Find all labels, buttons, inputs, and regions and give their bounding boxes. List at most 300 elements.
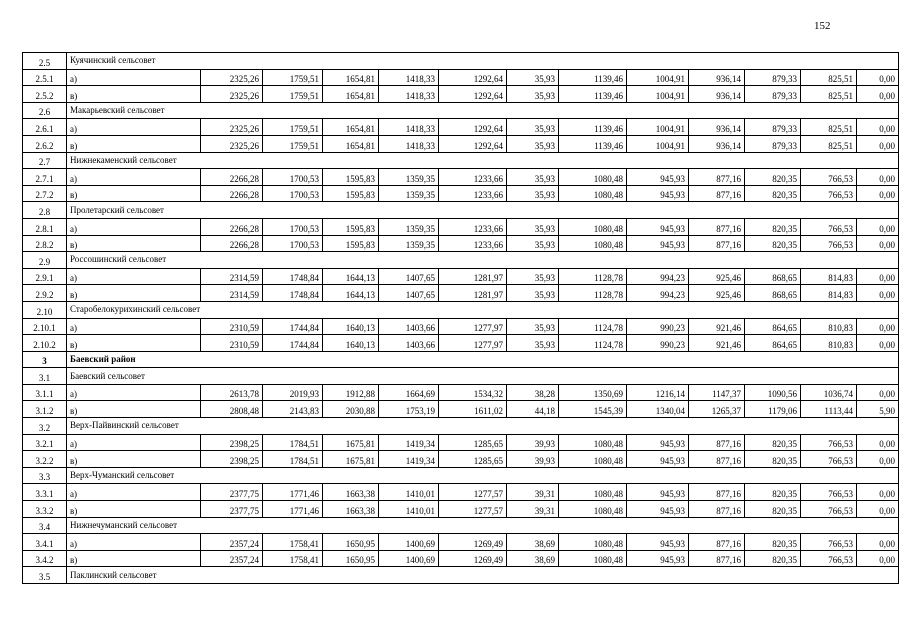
value-cell: 1748,84 xyxy=(263,268,323,285)
table-row xyxy=(23,335,899,352)
value-cell: 820,35 xyxy=(745,534,801,551)
row-code: 3.2.1 xyxy=(23,434,67,451)
row-code: 2.9.2 xyxy=(23,285,67,302)
value-cell: 936,14 xyxy=(689,119,745,136)
value-cell: 35,93 xyxy=(507,268,559,285)
row-label: а) xyxy=(67,534,201,551)
value-cell: 825,51 xyxy=(801,119,857,136)
value-cell: 2377,75 xyxy=(201,501,263,518)
section-row xyxy=(23,418,899,435)
value-cell: 2325,26 xyxy=(201,86,263,103)
value-cell: 2398,25 xyxy=(201,434,263,451)
table-row xyxy=(23,384,899,401)
value-cell: 766,53 xyxy=(801,218,857,235)
value-cell: 766,53 xyxy=(801,550,857,567)
tariff-table xyxy=(22,52,899,584)
section-row xyxy=(23,567,899,584)
table-row xyxy=(23,434,899,451)
value-cell: 766,53 xyxy=(801,484,857,501)
value-cell: 2357,24 xyxy=(201,550,263,567)
value-cell: 39,31 xyxy=(507,501,559,518)
section-row xyxy=(23,102,899,119)
value-cell: 766,53 xyxy=(801,434,857,451)
district-row xyxy=(23,351,899,368)
value-cell: 1281,97 xyxy=(439,285,507,302)
table-row xyxy=(23,119,899,136)
value-cell: 38,28 xyxy=(507,384,559,401)
row-code: 2.6.2 xyxy=(23,135,67,152)
row-code: 2.9 xyxy=(23,252,67,269)
value-cell: 1340,04 xyxy=(627,401,689,418)
value-cell: 879,33 xyxy=(745,119,801,136)
value-cell: 1675,81 xyxy=(323,434,379,451)
value-cell: 0,00 xyxy=(857,185,899,202)
value-cell: 1644,13 xyxy=(323,268,379,285)
table-body xyxy=(23,53,899,584)
value-cell: 1654,81 xyxy=(323,119,379,136)
value-cell: 35,93 xyxy=(507,169,559,186)
value-cell: 1664,69 xyxy=(379,384,439,401)
value-cell: 2143,83 xyxy=(263,401,323,418)
value-cell: 936,14 xyxy=(689,86,745,103)
value-cell: 864,65 xyxy=(745,335,801,352)
row-code: 3.3.2 xyxy=(23,501,67,518)
value-cell: 990,23 xyxy=(627,335,689,352)
value-cell: 1912,88 xyxy=(323,384,379,401)
value-cell: 38,69 xyxy=(507,550,559,567)
value-cell: 2357,24 xyxy=(201,534,263,551)
value-cell: 1595,83 xyxy=(323,235,379,252)
value-cell: 2377,75 xyxy=(201,484,263,501)
value-cell: 2314,59 xyxy=(201,285,263,302)
value-cell: 39,31 xyxy=(507,484,559,501)
section-title: Верх-Чуманский сельсовет xyxy=(67,467,899,484)
table-row xyxy=(23,169,899,186)
table-row xyxy=(23,268,899,285)
value-cell: 994,23 xyxy=(627,285,689,302)
value-cell: 810,83 xyxy=(801,318,857,335)
section-title: Паклинский сельсовет xyxy=(67,567,899,584)
value-cell: 1128,78 xyxy=(559,285,627,302)
value-cell: 1277,97 xyxy=(439,335,507,352)
value-cell: 1545,39 xyxy=(559,401,627,418)
value-cell: 879,33 xyxy=(745,69,801,86)
value-cell: 1080,48 xyxy=(559,169,627,186)
row-code: 2.10.2 xyxy=(23,335,67,352)
section-title: Баевский сельсовет xyxy=(67,368,899,385)
value-cell: 35,93 xyxy=(507,86,559,103)
value-cell: 877,16 xyxy=(689,434,745,451)
section-title: Макарьевский сельсовет xyxy=(67,102,899,119)
row-code: 2.6 xyxy=(23,102,67,119)
section-title: Куячинский сельсовет xyxy=(67,53,899,70)
value-cell: 1611,02 xyxy=(439,401,507,418)
row-code: 2.7 xyxy=(23,152,67,169)
value-cell: 820,35 xyxy=(745,235,801,252)
value-cell: 820,35 xyxy=(745,550,801,567)
value-cell: 1700,53 xyxy=(263,235,323,252)
value-cell: 1080,48 xyxy=(559,484,627,501)
value-cell: 1700,53 xyxy=(263,169,323,186)
value-cell: 879,33 xyxy=(745,86,801,103)
value-cell: 1418,33 xyxy=(379,86,439,103)
section-row xyxy=(23,53,899,70)
value-cell: 868,65 xyxy=(745,285,801,302)
value-cell: 990,23 xyxy=(627,318,689,335)
row-code: 2.5.1 xyxy=(23,69,67,86)
row-code: 2.7.2 xyxy=(23,185,67,202)
value-cell: 1744,84 xyxy=(263,335,323,352)
value-cell: 1113,44 xyxy=(801,401,857,418)
value-cell: 1216,14 xyxy=(627,384,689,401)
value-cell: 868,65 xyxy=(745,268,801,285)
value-cell: 814,83 xyxy=(801,268,857,285)
value-cell: 1179,06 xyxy=(745,401,801,418)
value-cell: 877,16 xyxy=(689,235,745,252)
value-cell: 0,00 xyxy=(857,484,899,501)
row-label: а) xyxy=(67,434,201,451)
value-cell: 0,00 xyxy=(857,119,899,136)
value-cell: 877,16 xyxy=(689,169,745,186)
value-cell: 35,93 xyxy=(507,285,559,302)
value-cell: 1080,48 xyxy=(559,534,627,551)
value-cell: 1285,65 xyxy=(439,434,507,451)
section-row xyxy=(23,252,899,269)
value-cell: 1292,64 xyxy=(439,86,507,103)
row-code: 3.4 xyxy=(23,517,67,534)
value-cell: 0,00 xyxy=(857,135,899,152)
value-cell: 766,53 xyxy=(801,534,857,551)
section-row xyxy=(23,517,899,534)
value-cell: 0,00 xyxy=(857,268,899,285)
row-label: в) xyxy=(67,451,201,468)
value-cell: 921,46 xyxy=(689,318,745,335)
row-code: 2.5 xyxy=(23,53,67,70)
value-cell: 1004,91 xyxy=(627,119,689,136)
value-cell: 1419,34 xyxy=(379,451,439,468)
value-cell: 0,00 xyxy=(857,169,899,186)
value-cell: 0,00 xyxy=(857,550,899,567)
value-cell: 766,53 xyxy=(801,185,857,202)
value-cell: 1269,49 xyxy=(439,550,507,567)
value-cell: 825,51 xyxy=(801,69,857,86)
value-cell: 1124,78 xyxy=(559,318,627,335)
row-label: в) xyxy=(67,185,201,202)
value-cell: 1534,32 xyxy=(439,384,507,401)
value-cell: 945,93 xyxy=(627,169,689,186)
value-cell: 936,14 xyxy=(689,69,745,86)
value-cell: 1080,48 xyxy=(559,235,627,252)
value-cell: 1269,49 xyxy=(439,534,507,551)
row-code: 3.1.2 xyxy=(23,401,67,418)
value-cell: 1418,33 xyxy=(379,135,439,152)
value-cell: 2266,28 xyxy=(201,169,263,186)
value-cell: 1663,38 xyxy=(323,484,379,501)
value-cell: 820,35 xyxy=(745,451,801,468)
table-row xyxy=(23,451,899,468)
value-cell: 1759,51 xyxy=(263,69,323,86)
value-cell: 1650,95 xyxy=(323,550,379,567)
value-cell: 820,35 xyxy=(745,169,801,186)
value-cell: 945,93 xyxy=(627,534,689,551)
value-cell: 2310,59 xyxy=(201,335,263,352)
row-label: а) xyxy=(67,384,201,401)
row-code: 3.2 xyxy=(23,418,67,435)
value-cell: 1650,95 xyxy=(323,534,379,551)
section-row xyxy=(23,301,899,318)
row-label: в) xyxy=(67,135,201,152)
row-label: а) xyxy=(67,218,201,235)
row-code: 3 xyxy=(23,351,67,368)
value-cell: 1277,57 xyxy=(439,484,507,501)
table-row xyxy=(23,501,899,518)
value-cell: 0,00 xyxy=(857,218,899,235)
value-cell: 766,53 xyxy=(801,235,857,252)
value-cell: 2808,48 xyxy=(201,401,263,418)
value-cell: 877,16 xyxy=(689,218,745,235)
value-cell: 936,14 xyxy=(689,135,745,152)
row-label: в) xyxy=(67,335,201,352)
value-cell: 810,83 xyxy=(801,335,857,352)
value-cell: 1139,46 xyxy=(559,86,627,103)
value-cell: 1233,66 xyxy=(439,169,507,186)
value-cell: 1758,41 xyxy=(263,534,323,551)
value-cell: 1233,66 xyxy=(439,235,507,252)
value-cell: 35,93 xyxy=(507,119,559,136)
value-cell: 1080,48 xyxy=(559,434,627,451)
value-cell: 1359,35 xyxy=(379,185,439,202)
row-code: 2.8.2 xyxy=(23,235,67,252)
value-cell: 0,00 xyxy=(857,501,899,518)
value-cell: 820,35 xyxy=(745,434,801,451)
value-cell: 1654,81 xyxy=(323,69,379,86)
row-label: в) xyxy=(67,235,201,252)
value-cell: 1090,56 xyxy=(745,384,801,401)
table-row xyxy=(23,218,899,235)
row-label: в) xyxy=(67,285,201,302)
row-code: 3.1 xyxy=(23,368,67,385)
value-cell: 1004,91 xyxy=(627,135,689,152)
value-cell: 814,83 xyxy=(801,285,857,302)
row-code: 2.8.1 xyxy=(23,218,67,235)
value-cell: 1292,64 xyxy=(439,69,507,86)
value-cell: 0,00 xyxy=(857,534,899,551)
value-cell: 1080,48 xyxy=(559,550,627,567)
value-cell: 0,00 xyxy=(857,285,899,302)
value-cell: 0,00 xyxy=(857,434,899,451)
value-cell: 1640,13 xyxy=(323,318,379,335)
table-row xyxy=(23,550,899,567)
value-cell: 1004,91 xyxy=(627,69,689,86)
value-cell: 925,46 xyxy=(689,285,745,302)
value-cell: 0,00 xyxy=(857,335,899,352)
value-cell: 925,46 xyxy=(689,268,745,285)
value-cell: 1403,66 xyxy=(379,318,439,335)
value-cell: 2266,28 xyxy=(201,235,263,252)
value-cell: 820,35 xyxy=(745,185,801,202)
value-cell: 1359,35 xyxy=(379,218,439,235)
value-cell: 0,00 xyxy=(857,451,899,468)
value-cell: 945,93 xyxy=(627,235,689,252)
value-cell: 1004,91 xyxy=(627,86,689,103)
row-code: 3.3.1 xyxy=(23,484,67,501)
value-cell: 864,65 xyxy=(745,318,801,335)
value-cell: 35,93 xyxy=(507,335,559,352)
value-cell: 39,93 xyxy=(507,451,559,468)
value-cell: 1640,13 xyxy=(323,335,379,352)
row-label: а) xyxy=(67,169,201,186)
value-cell: 0,00 xyxy=(857,86,899,103)
value-cell: 1285,65 xyxy=(439,451,507,468)
value-cell: 2613,78 xyxy=(201,384,263,401)
value-cell: 820,35 xyxy=(745,501,801,518)
value-cell: 1663,38 xyxy=(323,501,379,518)
table-row xyxy=(23,86,899,103)
row-code: 3.4.1 xyxy=(23,534,67,551)
value-cell: 44,18 xyxy=(507,401,559,418)
row-code: 2.6.1 xyxy=(23,119,67,136)
section-title: Россошинский сельсовет xyxy=(67,252,899,269)
value-cell: 1400,69 xyxy=(379,534,439,551)
value-cell: 0,00 xyxy=(857,318,899,335)
value-cell: 1080,48 xyxy=(559,451,627,468)
value-cell: 1139,46 xyxy=(559,69,627,86)
value-cell: 1359,35 xyxy=(379,169,439,186)
table-row xyxy=(23,484,899,501)
value-cell: 1407,65 xyxy=(379,285,439,302)
value-cell: 1675,81 xyxy=(323,451,379,468)
value-cell: 1748,84 xyxy=(263,285,323,302)
value-cell: 1407,65 xyxy=(379,268,439,285)
section-title: Нижнечуманский сельсовет xyxy=(67,517,899,534)
value-cell: 2019,93 xyxy=(263,384,323,401)
row-code: 2.8 xyxy=(23,202,67,219)
section-title: Старобелокурихинский сельсовет xyxy=(67,301,899,318)
row-code: 2.10 xyxy=(23,301,67,318)
value-cell: 2266,28 xyxy=(201,185,263,202)
value-cell: 2310,59 xyxy=(201,318,263,335)
value-cell: 1784,51 xyxy=(263,451,323,468)
value-cell: 1080,48 xyxy=(559,185,627,202)
row-code: 3.5 xyxy=(23,567,67,584)
value-cell: 1700,53 xyxy=(263,218,323,235)
section-row xyxy=(23,368,899,385)
section-row xyxy=(23,152,899,169)
value-cell: 1292,64 xyxy=(439,135,507,152)
value-cell: 2325,26 xyxy=(201,119,263,136)
value-cell: 2314,59 xyxy=(201,268,263,285)
section-title: Верх-Пайвинский сельсовет xyxy=(67,418,899,435)
value-cell: 877,16 xyxy=(689,484,745,501)
value-cell: 994,23 xyxy=(627,268,689,285)
value-cell: 1359,35 xyxy=(379,235,439,252)
value-cell: 1036,74 xyxy=(801,384,857,401)
value-cell: 35,93 xyxy=(507,135,559,152)
value-cell: 1700,53 xyxy=(263,185,323,202)
value-cell: 1753,19 xyxy=(379,401,439,418)
value-cell: 35,93 xyxy=(507,235,559,252)
value-cell: 766,53 xyxy=(801,169,857,186)
section-row xyxy=(23,202,899,219)
value-cell: 38,69 xyxy=(507,534,559,551)
value-cell: 1277,97 xyxy=(439,318,507,335)
page-number: 152 xyxy=(814,20,831,32)
row-label: в) xyxy=(67,550,201,567)
value-cell: 1410,01 xyxy=(379,501,439,518)
row-code: 3.2.2 xyxy=(23,451,67,468)
value-cell: 1350,69 xyxy=(559,384,627,401)
value-cell: 766,53 xyxy=(801,451,857,468)
value-cell: 1759,51 xyxy=(263,86,323,103)
value-cell: 1759,51 xyxy=(263,119,323,136)
row-code: 2.5.2 xyxy=(23,86,67,103)
table-row xyxy=(23,69,899,86)
value-cell: 1400,69 xyxy=(379,550,439,567)
value-cell: 35,93 xyxy=(507,318,559,335)
section-title: Пролетарский сельсовет xyxy=(67,202,899,219)
value-cell: 766,53 xyxy=(801,501,857,518)
table-row xyxy=(23,135,899,152)
value-cell: 1124,78 xyxy=(559,335,627,352)
value-cell: 1418,33 xyxy=(379,119,439,136)
row-code: 2.10.1 xyxy=(23,318,67,335)
value-cell: 1292,64 xyxy=(439,119,507,136)
value-cell: 945,93 xyxy=(627,451,689,468)
value-cell: 1644,13 xyxy=(323,285,379,302)
value-cell: 877,16 xyxy=(689,185,745,202)
row-code: 2.7.1 xyxy=(23,169,67,186)
value-cell: 1758,41 xyxy=(263,550,323,567)
value-cell: 825,51 xyxy=(801,86,857,103)
value-cell: 945,93 xyxy=(627,550,689,567)
value-cell: 0,00 xyxy=(857,69,899,86)
row-label: а) xyxy=(67,119,201,136)
value-cell: 1410,01 xyxy=(379,484,439,501)
value-cell: 1233,66 xyxy=(439,218,507,235)
value-cell: 2266,28 xyxy=(201,218,263,235)
value-cell: 1147,37 xyxy=(689,384,745,401)
value-cell: 1595,83 xyxy=(323,218,379,235)
table-row xyxy=(23,534,899,551)
value-cell: 1784,51 xyxy=(263,434,323,451)
value-cell: 1080,48 xyxy=(559,501,627,518)
value-cell: 35,93 xyxy=(507,218,559,235)
section-row xyxy=(23,467,899,484)
value-cell: 877,16 xyxy=(689,550,745,567)
value-cell: 1233,66 xyxy=(439,185,507,202)
value-cell: 1744,84 xyxy=(263,318,323,335)
value-cell: 1771,46 xyxy=(263,501,323,518)
row-label: в) xyxy=(67,86,201,103)
value-cell: 1759,51 xyxy=(263,135,323,152)
value-cell: 877,16 xyxy=(689,501,745,518)
value-cell: 1128,78 xyxy=(559,268,627,285)
row-label: в) xyxy=(67,401,201,418)
value-cell: 820,35 xyxy=(745,484,801,501)
value-cell: 2325,26 xyxy=(201,135,263,152)
value-cell: 1403,66 xyxy=(379,335,439,352)
value-cell: 2398,25 xyxy=(201,451,263,468)
table-row xyxy=(23,285,899,302)
value-cell: 1419,34 xyxy=(379,434,439,451)
value-cell: 35,93 xyxy=(507,69,559,86)
row-label: а) xyxy=(67,484,201,501)
value-cell: 1654,81 xyxy=(323,86,379,103)
value-cell: 1418,33 xyxy=(379,69,439,86)
table-row xyxy=(23,185,899,202)
row-code: 2.9.1 xyxy=(23,268,67,285)
row-code: 3.3 xyxy=(23,467,67,484)
